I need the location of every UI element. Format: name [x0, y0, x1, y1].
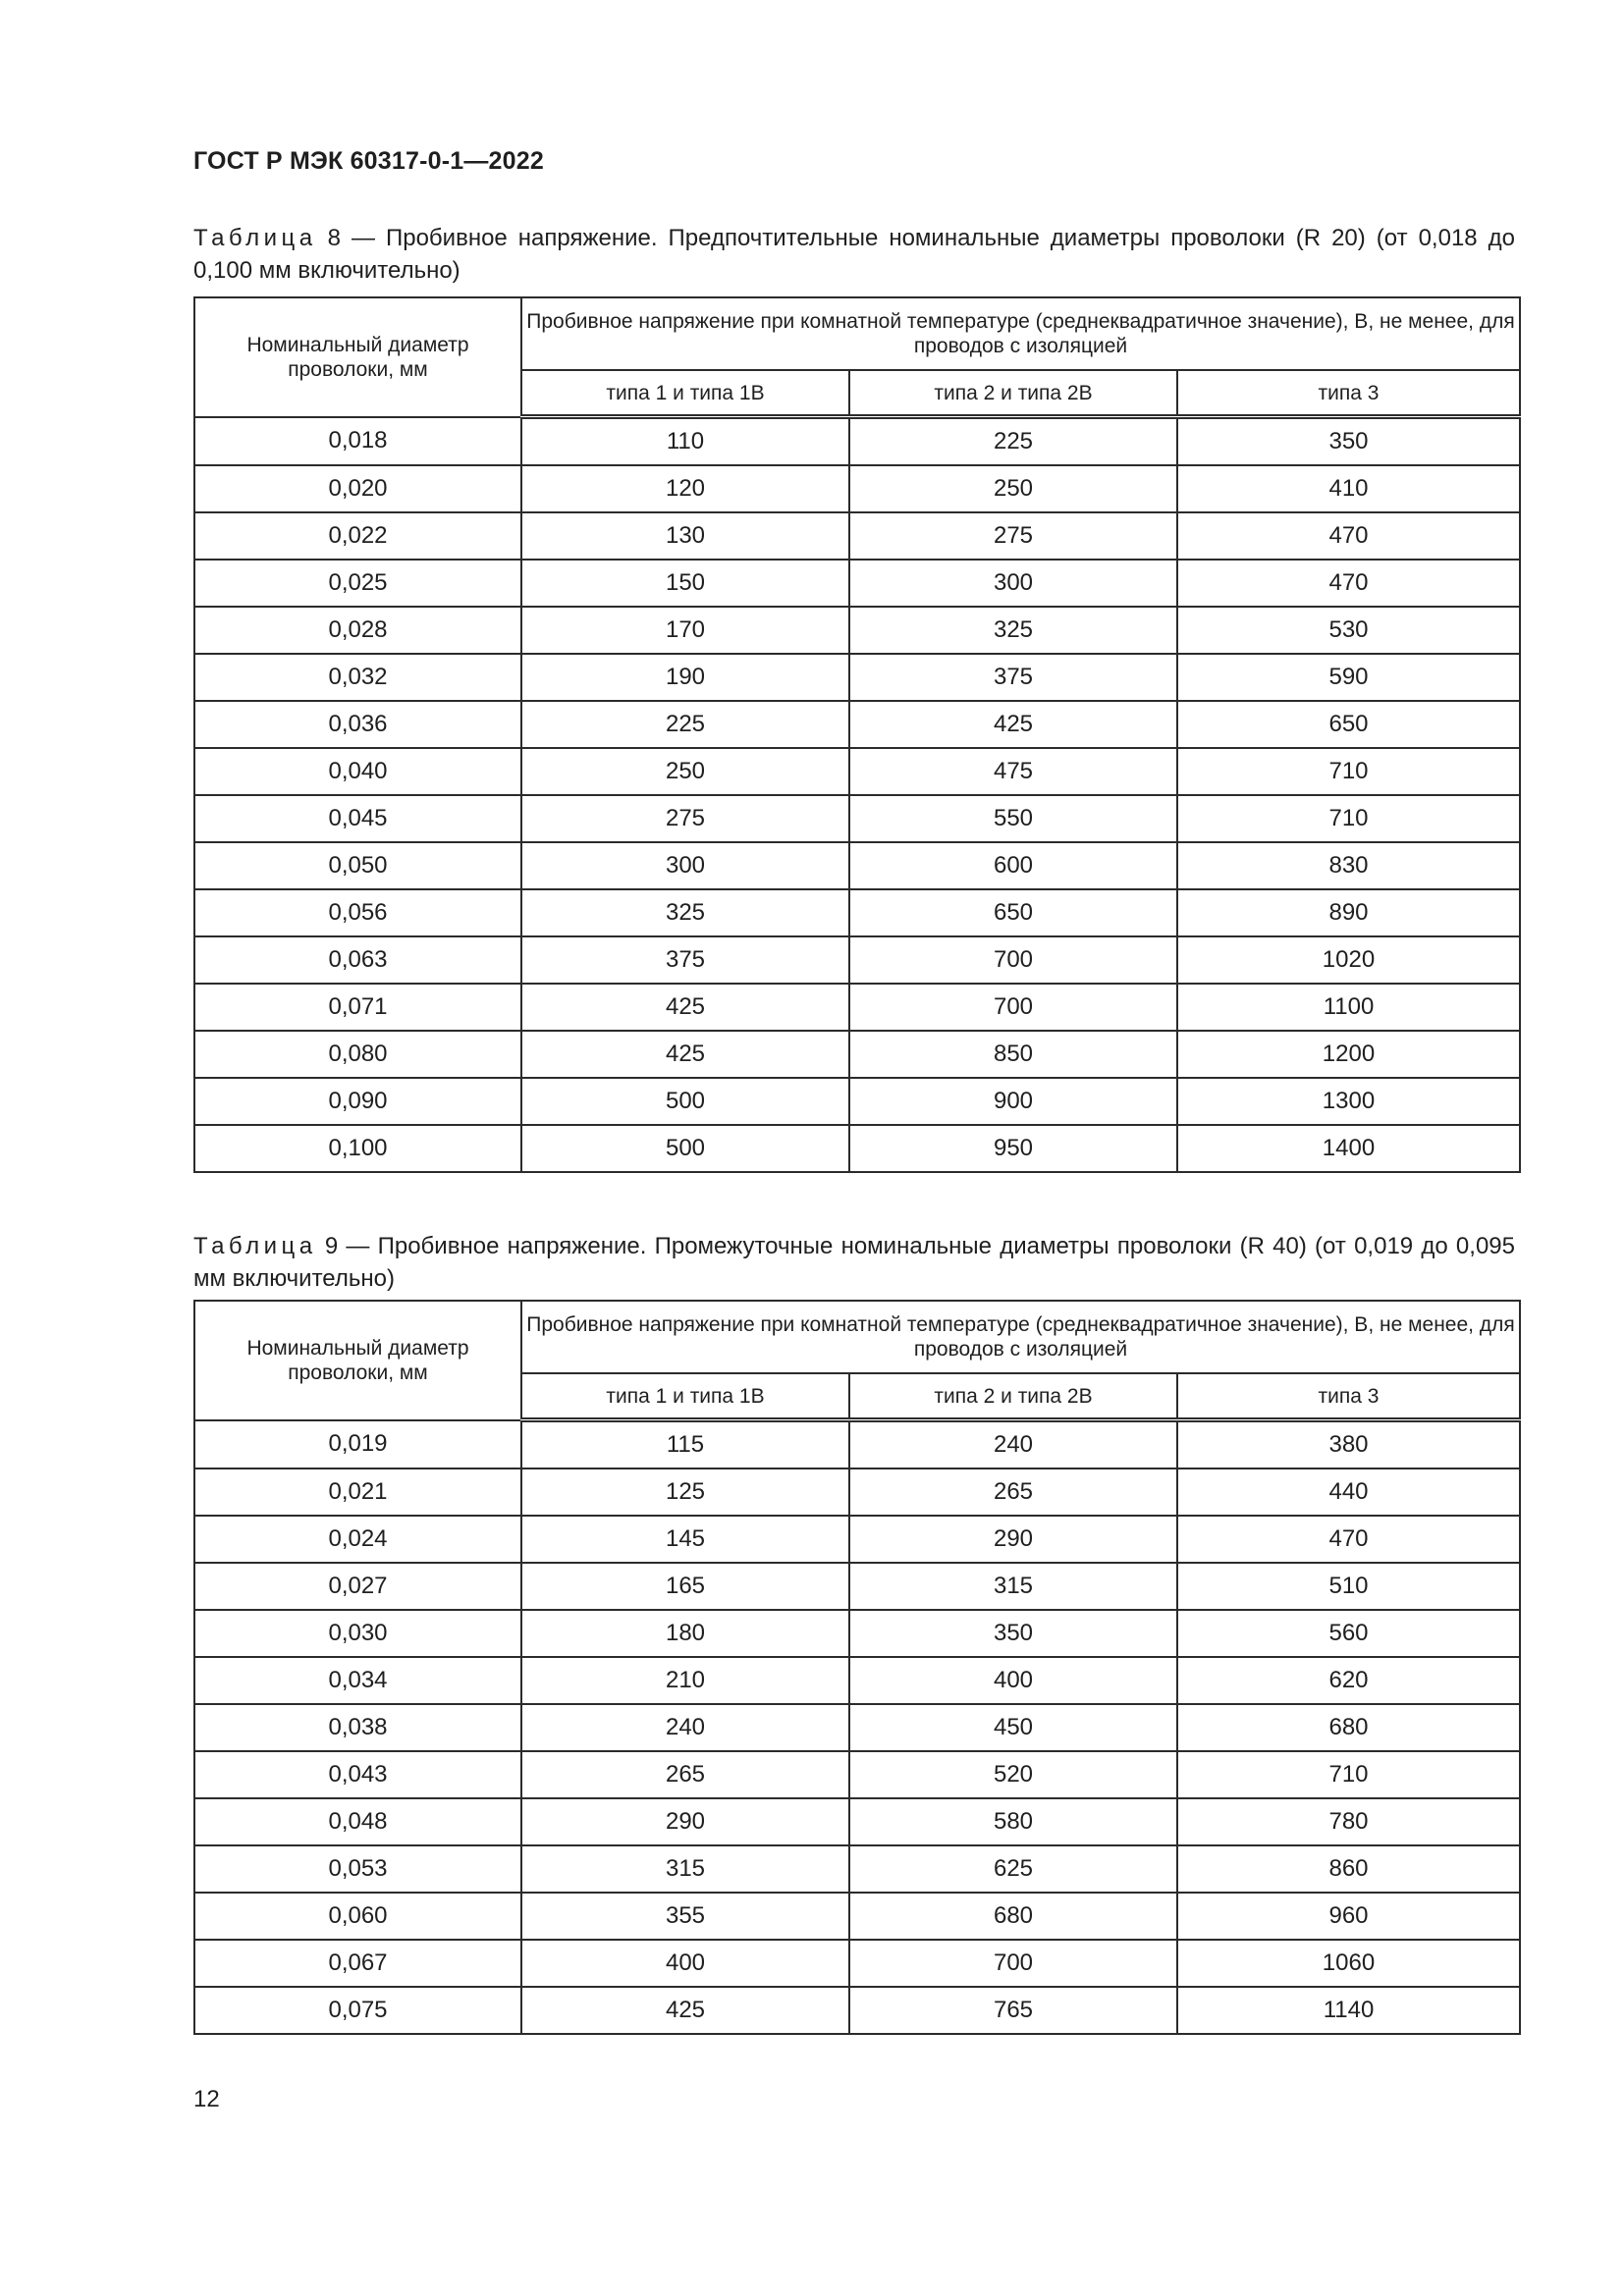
table-row — [194, 512, 1520, 560]
type-1-voltage-cell: 240 — [521, 1704, 849, 1751]
type-3-voltage-cell: 710 — [1177, 748, 1520, 795]
table-row — [194, 1751, 1520, 1798]
type-3-voltage-cell: 710 — [1177, 1751, 1520, 1798]
table-row — [194, 1516, 1520, 1563]
header-type-1: типа 1 и типа 1В — [521, 1373, 849, 1420]
table-9 — [193, 1300, 1521, 2035]
type-1-voltage-cell: 500 — [521, 1125, 849, 1172]
type-1-voltage-cell: 355 — [521, 1893, 849, 1940]
type-2-voltage-cell: 315 — [849, 1563, 1177, 1610]
header-type-3: типа 3 — [1177, 1373, 1520, 1420]
type-3-voltage-cell: 1400 — [1177, 1125, 1520, 1172]
type-3-voltage-cell: 650 — [1177, 701, 1520, 748]
type-2-voltage-cell: 520 — [849, 1751, 1177, 1798]
table-row — [194, 607, 1520, 654]
table-8 — [193, 296, 1521, 1173]
type-3-voltage-cell: 410 — [1177, 465, 1520, 512]
type-1-voltage-cell: 425 — [521, 984, 849, 1031]
type-1-voltage-cell: 290 — [521, 1798, 849, 1845]
type-1-voltage-cell: 425 — [521, 1987, 849, 2034]
type-1-voltage-cell: 110 — [521, 417, 849, 466]
type-1-voltage-cell: 500 — [521, 1078, 849, 1125]
type-2-voltage-cell: 350 — [849, 1610, 1177, 1657]
type-3-voltage-cell: 830 — [1177, 842, 1520, 889]
header-breakdown-voltage: Пробивное напряжение при комнатной температуре (среднеквадратичное значение), В, не менее, для проводов с изоляцией — [521, 1301, 1520, 1373]
type-2-voltage-cell: 550 — [849, 795, 1177, 842]
type-2-voltage-cell: 240 — [849, 1420, 1177, 1469]
table-row — [194, 560, 1520, 607]
table-row — [194, 1845, 1520, 1893]
diameter-cell: 0,020 — [194, 465, 521, 512]
diameter-cell: 0,080 — [194, 1031, 521, 1078]
table-row — [194, 701, 1520, 748]
diameter-cell: 0,050 — [194, 842, 521, 889]
table-9-caption — [193, 1230, 1515, 1295]
type-1-voltage-cell: 115 — [521, 1420, 849, 1469]
type-2-voltage-cell: 700 — [849, 1940, 1177, 1987]
table-8-caption-label: Таблица — [193, 225, 317, 251]
table-row — [194, 1468, 1520, 1516]
type-2-voltage-cell: 290 — [849, 1516, 1177, 1563]
type-1-voltage-cell: 180 — [521, 1610, 849, 1657]
diameter-cell: 0,036 — [194, 701, 521, 748]
diameter-cell: 0,028 — [194, 607, 521, 654]
diameter-cell: 0,022 — [194, 512, 521, 560]
type-2-voltage-cell: 600 — [849, 842, 1177, 889]
diameter-cell: 0,100 — [194, 1125, 521, 1172]
type-3-voltage-cell: 590 — [1177, 654, 1520, 701]
type-2-voltage-cell: 265 — [849, 1468, 1177, 1516]
table-9-caption-label: Таблица — [193, 1233, 317, 1259]
table-row — [194, 1657, 1520, 1704]
table-9-body — [194, 1420, 1520, 2035]
table-8-body — [194, 417, 1520, 1173]
diameter-cell: 0,063 — [194, 936, 521, 984]
type-1-voltage-cell: 165 — [521, 1563, 849, 1610]
table-row — [194, 842, 1520, 889]
diameter-cell: 0,043 — [194, 1751, 521, 1798]
table-row — [194, 465, 1520, 512]
type-1-voltage-cell: 425 — [521, 1031, 849, 1078]
table-9-caption-text: 9 — Пробивное напряжение. Промежуточные номинальные диаметры проволоки (R 40) (от 0,019 до 0,095 мм включительно) — [193, 1233, 1515, 1292]
type-3-voltage-cell: 530 — [1177, 607, 1520, 654]
table-8-caption — [193, 222, 1515, 287]
type-1-voltage-cell: 150 — [521, 560, 849, 607]
table-row — [194, 1078, 1520, 1125]
page-number: 12 — [193, 2086, 220, 2112]
type-3-voltage-cell: 960 — [1177, 1893, 1520, 1940]
type-2-voltage-cell: 300 — [849, 560, 1177, 607]
diameter-cell: 0,024 — [194, 1516, 521, 1563]
type-3-voltage-cell: 470 — [1177, 560, 1520, 607]
type-2-voltage-cell: 900 — [849, 1078, 1177, 1125]
type-3-voltage-cell: 1200 — [1177, 1031, 1520, 1078]
type-2-voltage-cell: 765 — [849, 1987, 1177, 2034]
type-3-voltage-cell: 620 — [1177, 1657, 1520, 1704]
type-1-voltage-cell: 300 — [521, 842, 849, 889]
diameter-cell: 0,030 — [194, 1610, 521, 1657]
type-2-voltage-cell: 700 — [849, 936, 1177, 984]
type-1-voltage-cell: 315 — [521, 1845, 849, 1893]
diameter-cell: 0,038 — [194, 1704, 521, 1751]
type-2-voltage-cell: 580 — [849, 1798, 1177, 1845]
type-1-voltage-cell: 170 — [521, 607, 849, 654]
type-2-voltage-cell: 325 — [849, 607, 1177, 654]
type-1-voltage-cell: 120 — [521, 465, 849, 512]
table-row — [194, 1893, 1520, 1940]
table-row — [194, 795, 1520, 842]
diameter-cell: 0,048 — [194, 1798, 521, 1845]
type-3-voltage-cell: 1020 — [1177, 936, 1520, 984]
diameter-cell: 0,071 — [194, 984, 521, 1031]
type-2-voltage-cell: 950 — [849, 1125, 1177, 1172]
type-3-voltage-cell: 1100 — [1177, 984, 1520, 1031]
type-1-voltage-cell: 265 — [521, 1751, 849, 1798]
type-2-voltage-cell: 650 — [849, 889, 1177, 936]
table-row — [194, 889, 1520, 936]
type-2-voltage-cell: 225 — [849, 417, 1177, 466]
type-2-voltage-cell: 375 — [849, 654, 1177, 701]
diameter-cell: 0,056 — [194, 889, 521, 936]
table-row — [194, 748, 1520, 795]
table-row — [194, 1987, 1520, 2034]
table-row — [194, 1563, 1520, 1610]
table-row — [194, 1610, 1520, 1657]
type-3-voltage-cell: 890 — [1177, 889, 1520, 936]
type-1-voltage-cell: 225 — [521, 701, 849, 748]
table-8-caption-text: 8 — Пробивное напряжение. Предпочтительные номинальные диаметры проволоки (R 20) (от 0,018 до 0,100 мм включительно) — [193, 225, 1515, 284]
type-2-voltage-cell: 275 — [849, 512, 1177, 560]
type-1-voltage-cell: 325 — [521, 889, 849, 936]
type-3-voltage-cell: 780 — [1177, 1798, 1520, 1845]
diameter-cell: 0,067 — [194, 1940, 521, 1987]
diameter-cell: 0,021 — [194, 1468, 521, 1516]
type-2-voltage-cell: 400 — [849, 1657, 1177, 1704]
type-3-voltage-cell: 680 — [1177, 1704, 1520, 1751]
table-row — [194, 1031, 1520, 1078]
document-code: ГОСТ Р МЭК 60317-0-1—2022 — [193, 147, 544, 175]
table-row — [194, 1940, 1520, 1987]
header-breakdown-voltage: Пробивное напряжение при комнатной температуре (среднеквадратичное значение), В, не менее, для проводов с изоляцией — [521, 297, 1520, 370]
diameter-cell: 0,034 — [194, 1657, 521, 1704]
type-3-voltage-cell: 440 — [1177, 1468, 1520, 1516]
type-3-voltage-cell: 1300 — [1177, 1078, 1520, 1125]
type-3-voltage-cell: 380 — [1177, 1420, 1520, 1469]
type-2-voltage-cell: 475 — [849, 748, 1177, 795]
header-type-2: типа 2 и типа 2В — [849, 1373, 1177, 1420]
type-3-voltage-cell: 470 — [1177, 512, 1520, 560]
type-3-voltage-cell: 1060 — [1177, 1940, 1520, 1987]
type-3-voltage-cell: 1140 — [1177, 1987, 1520, 2034]
type-3-voltage-cell: 860 — [1177, 1845, 1520, 1893]
type-1-voltage-cell: 275 — [521, 795, 849, 842]
header-type-1: типа 1 и типа 1В — [521, 370, 849, 417]
type-2-voltage-cell: 250 — [849, 465, 1177, 512]
diameter-cell: 0,075 — [194, 1987, 521, 2034]
header-type-3: типа 3 — [1177, 370, 1520, 417]
header-type-2: типа 2 и типа 2В — [849, 370, 1177, 417]
diameter-cell: 0,032 — [194, 654, 521, 701]
type-3-voltage-cell: 470 — [1177, 1516, 1520, 1563]
diameter-cell: 0,090 — [194, 1078, 521, 1125]
diameter-cell: 0,040 — [194, 748, 521, 795]
table-row — [194, 417, 1520, 466]
type-3-voltage-cell: 560 — [1177, 1610, 1520, 1657]
type-1-voltage-cell: 145 — [521, 1516, 849, 1563]
type-2-voltage-cell: 680 — [849, 1893, 1177, 1940]
type-2-voltage-cell: 700 — [849, 984, 1177, 1031]
table-row — [194, 654, 1520, 701]
diameter-cell: 0,045 — [194, 795, 521, 842]
type-3-voltage-cell: 710 — [1177, 795, 1520, 842]
diameter-cell: 0,027 — [194, 1563, 521, 1610]
diameter-cell: 0,060 — [194, 1893, 521, 1940]
table-row — [194, 1420, 1520, 1469]
type-2-voltage-cell: 625 — [849, 1845, 1177, 1893]
header-diameter: Номинальный диаметр проволоки, мм — [194, 1301, 521, 1420]
type-1-voltage-cell: 210 — [521, 1657, 849, 1704]
type-3-voltage-cell: 350 — [1177, 417, 1520, 466]
type-1-voltage-cell: 400 — [521, 1940, 849, 1987]
type-1-voltage-cell: 125 — [521, 1468, 849, 1516]
type-2-voltage-cell: 850 — [849, 1031, 1177, 1078]
type-2-voltage-cell: 450 — [849, 1704, 1177, 1751]
table-row — [194, 1125, 1520, 1172]
table-row — [194, 1704, 1520, 1751]
header-diameter: Номинальный диаметр проволоки, мм — [194, 297, 521, 417]
table-row — [194, 984, 1520, 1031]
diameter-cell: 0,018 — [194, 417, 521, 466]
type-1-voltage-cell: 250 — [521, 748, 849, 795]
table-row — [194, 1798, 1520, 1845]
type-1-voltage-cell: 130 — [521, 512, 849, 560]
type-1-voltage-cell: 375 — [521, 936, 849, 984]
diameter-cell: 0,019 — [194, 1420, 521, 1469]
type-1-voltage-cell: 190 — [521, 654, 849, 701]
diameter-cell: 0,025 — [194, 560, 521, 607]
diameter-cell: 0,053 — [194, 1845, 521, 1893]
type-2-voltage-cell: 425 — [849, 701, 1177, 748]
table-row — [194, 936, 1520, 984]
type-3-voltage-cell: 510 — [1177, 1563, 1520, 1610]
